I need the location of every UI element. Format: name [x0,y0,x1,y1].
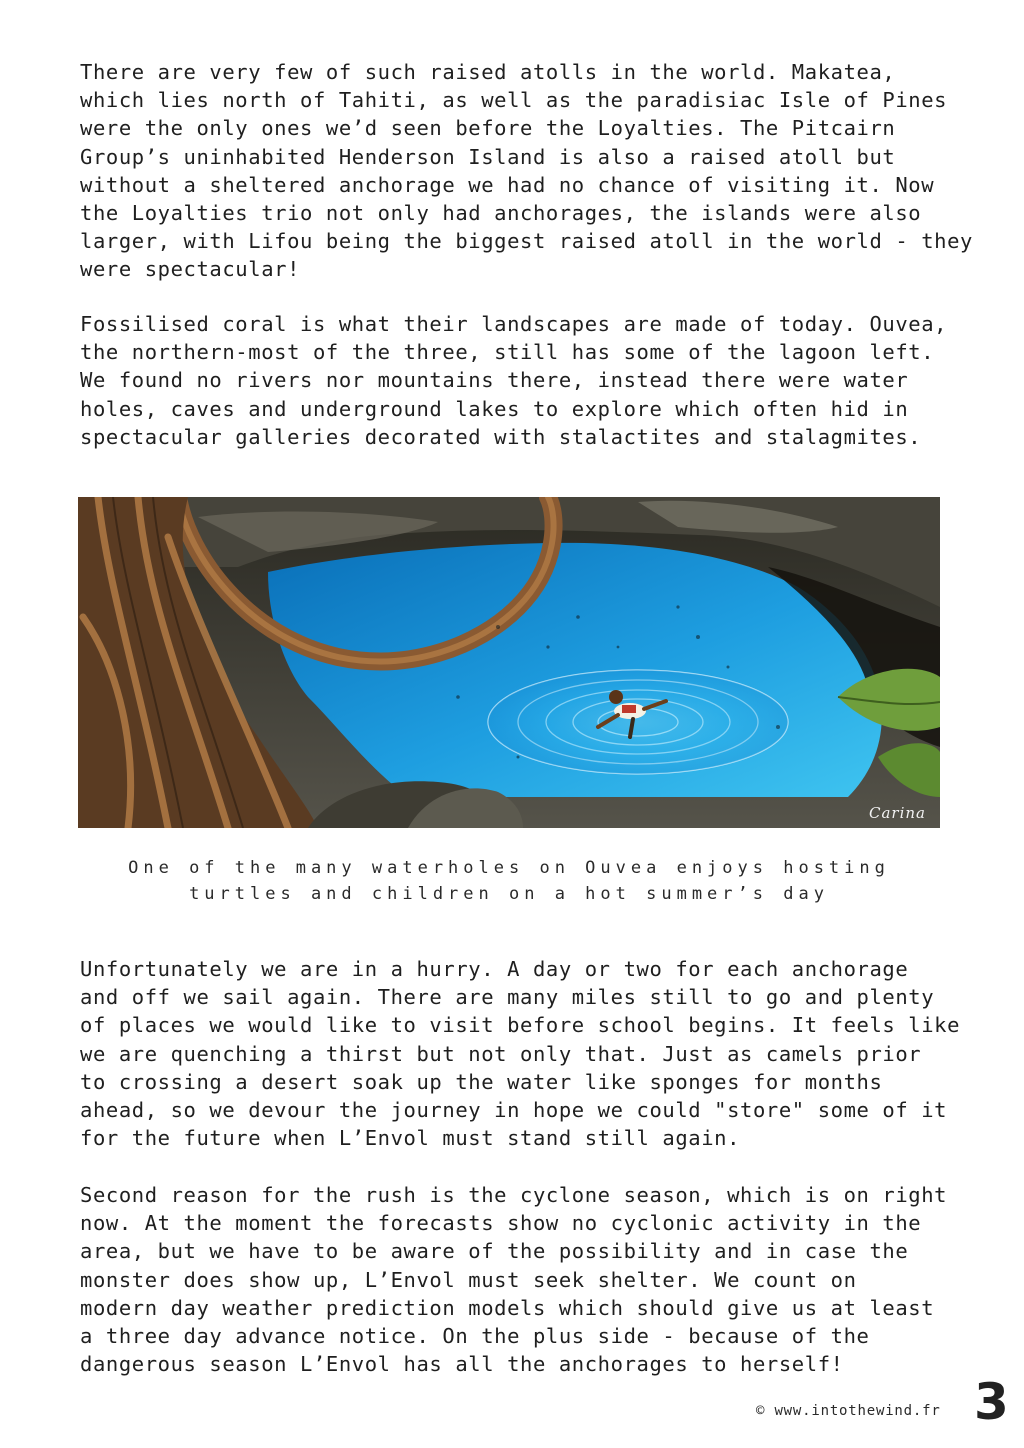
paragraph-raised-atolls: There are very few of such raised atolls in the world. Makatea, which lies north of Tahiti, as well as the paradisiac Isle of Pines were the only ones we’d seen before the Loyalties. The Pitcairn Group’s uninhabited Henderson Island is also a raised atoll but without a sheltered anchorage we had no chance of visiting it. Now the Loyalties trio not only had anchorages, the islands were also larger, with Lifou being the biggest raised atoll in the world - they were spectacular! [80,60,974,282]
waterhole-painting [78,497,940,828]
paragraph-cyclone-season: Second reason for the rush is the cyclone season, which is on right now. At the moment the forecasts show no cyclonic activity in the area, but we have to be aware of the possibility and in case the monster does show up, L’Envol must seek shelter. We count on modern day weather prediction models which should give us at least a three day advance notice. On the plus side - because of the dangerous season L’Envol has all the anchorages to herself! [80,1183,948,1377]
waterhole-illustration [78,497,940,828]
figure-caption-line-1: One of the many waterholes on Ouvea enjoys hosting [128,858,890,878]
paragraph-in-a-hurry: Unfortunately we are in a hurry. A day or two for each anchorage and off we sail again. There are many miles still to go and plenty of places we would like to visit before school begins. It feels like we are quenching a thirst but not only that. Just as camels prior to crossing a desert soak up the water like sponges for months ahead, so we devour the journey in hope we could "store" some of it for the future when L’Envol must stand still again. [80,957,961,1151]
figure-caption-line-2: turtles and children on a hot summer’s day [189,884,829,904]
artist-signature: Carina [869,804,926,822]
paragraph-fossilised-coral: Fossilised coral is what their landscapes are made of today. Ouvea, the northern-most of the three, still has some of the lagoon left. We found no rivers nor mountains there, instead there were water holes, caves and underground lakes to explore which often hid in spectacular galleries decorated with stalactites and stalagmites. [80,312,948,449]
page-number: 3 [974,1373,1009,1431]
footer-website: © www.intothewind.fr [756,1403,941,1419]
